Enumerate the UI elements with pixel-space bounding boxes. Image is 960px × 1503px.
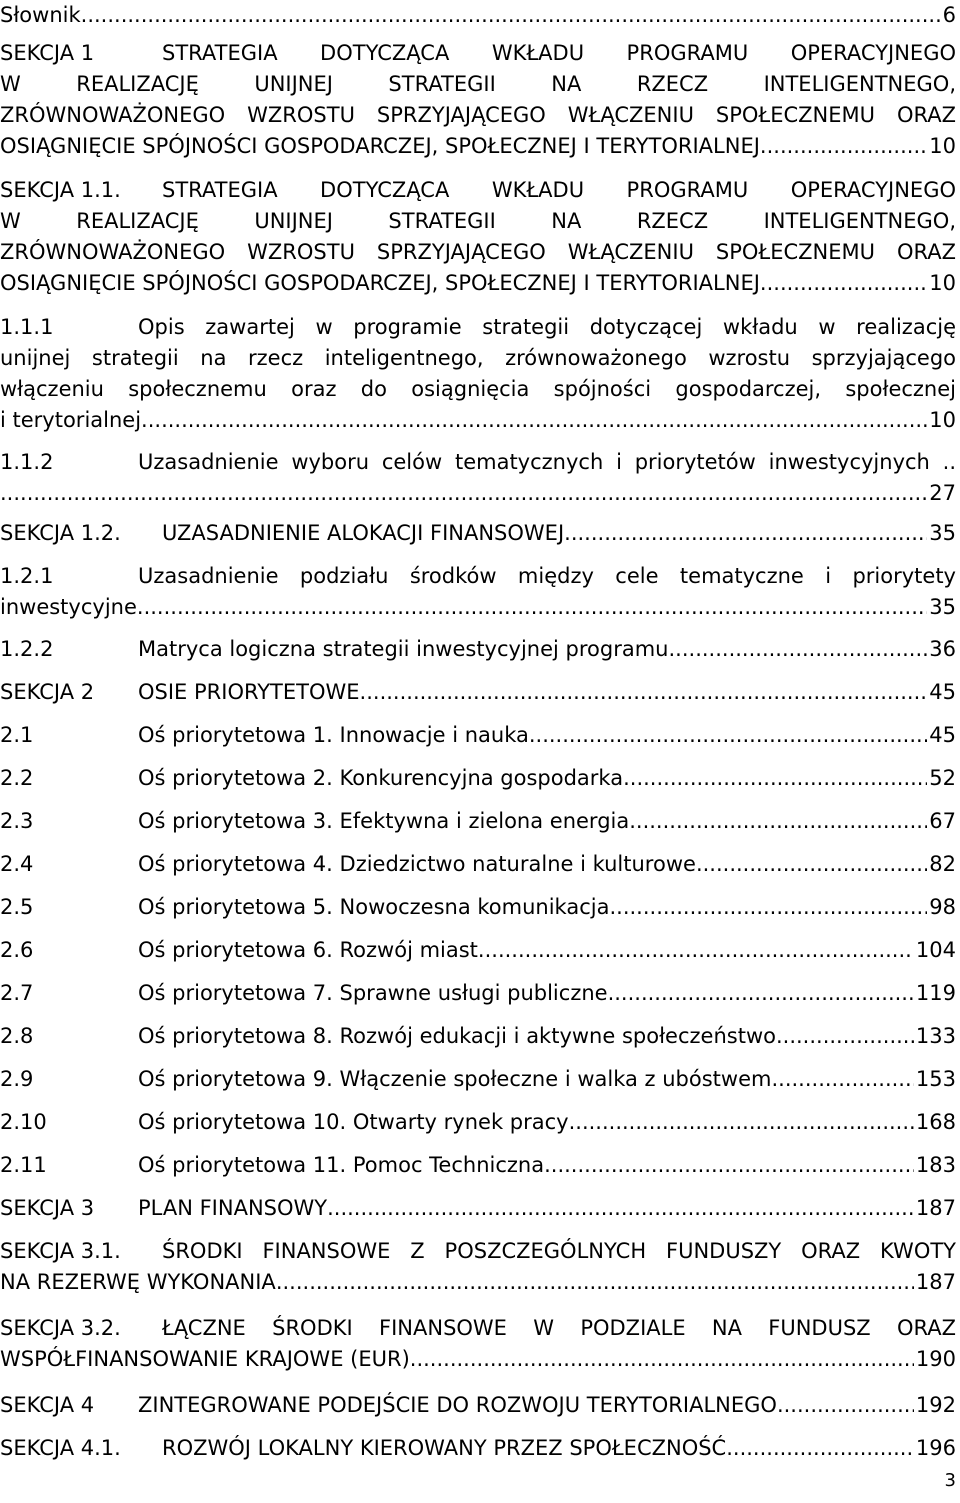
dot-leader: [0, 478, 927, 509]
toc-title-text: Oś priorytetowa 10. Otwarty rynek pracy: [138, 1110, 569, 1134]
toc-number: 2.4: [0, 852, 34, 876]
toc-number: 2.2: [0, 766, 34, 790]
toc-title-text: Oś priorytetowa 7. Sprawne usługi publiczne: [138, 981, 608, 1005]
toc-line: [0, 561, 956, 592]
toc-page-number: 98: [929, 895, 956, 919]
toc-page-number: 153: [915, 1067, 956, 1091]
toc-number: 2.1: [0, 723, 34, 747]
dot-leader: [478, 935, 914, 966]
toc-page-number: 183: [915, 1153, 956, 1177]
toc-title-text: Oś priorytetowa 5. Nowoczesna komunikacja: [138, 895, 610, 919]
toc-entry[interactable]: [0, 561, 956, 623]
toc-title-text: ŁĄCZNE ŚRODKI FINANSOWE W PODZIALE NA FUNDUSZ ORAZ: [162, 1316, 956, 1340]
toc-title-text: PLAN FINANSOWY: [138, 1196, 328, 1220]
toc-line: [0, 1313, 956, 1344]
dot-leader: [564, 518, 927, 549]
toc-entry[interactable]: [0, 1021, 956, 1052]
toc-line: [0, 592, 956, 623]
toc-entry[interactable]: [0, 1064, 956, 1095]
toc-title-text: UZASADNIENIE ALOKACJI FINANSOWEJ: [162, 521, 565, 545]
toc-number: 2.10: [0, 1110, 47, 1134]
toc-line: [0, 100, 956, 131]
toc-title-text: i terytorialnej.: [0, 408, 148, 432]
toc-line: [0, 1107, 956, 1138]
toc-page-number: 104: [915, 938, 956, 962]
toc-number: 2.9: [0, 1067, 34, 1091]
toc-page-number: 196: [915, 1436, 956, 1460]
toc-entry[interactable]: [0, 1107, 956, 1138]
toc-line: [0, 1064, 956, 1095]
toc-title-text: W REALIZACJĘ UNIJNEJ STRATEGII NA RZECZ INTELIGENTNEGO,: [0, 209, 956, 233]
toc-number: SEKCJA 1.2.: [0, 521, 121, 545]
toc-entry[interactable]: [0, 1236, 956, 1298]
toc-line: [0, 38, 956, 69]
dot-leader: [276, 1267, 914, 1298]
toc-line: [0, 69, 956, 100]
toc-line: [0, 405, 956, 436]
toc-number: 1.1.1: [0, 315, 54, 339]
toc-title-text: Uzasadnienie podziału środków między cele tematyczne i priorytety: [138, 564, 956, 588]
toc-page-number: 190: [915, 1347, 956, 1371]
dot-leader: [360, 677, 928, 708]
toc-line: [0, 1021, 956, 1052]
toc-line: [0, 720, 956, 751]
toc-title-text: Oś priorytetowa 1. Innowacje i nauka: [138, 723, 529, 747]
dot-leader: [148, 405, 928, 436]
toc-entry[interactable]: [0, 1150, 956, 1181]
toc-entry[interactable]: [0, 312, 956, 436]
toc-title-text: Oś priorytetowa 2. Konkurencyjna gospodarka: [138, 766, 624, 790]
dot-leader: [776, 1021, 914, 1052]
toc-line: [0, 1267, 956, 1298]
toc-line: [0, 634, 956, 665]
toc-entry[interactable]: [0, 175, 956, 299]
toc-page-number: 168: [915, 1110, 956, 1134]
toc-title-text: Słownik: [0, 3, 81, 27]
toc-title-text: ZRÓWNOWAŻONEGO WZROSTU SPRZYJAJĄCEGO WŁĄCZENIU SPOŁECZNEMU ORAZ: [0, 103, 956, 127]
toc-entry[interactable]: [0, 38, 956, 162]
toc-entry[interactable]: [0, 0, 956, 31]
dot-leader: [609, 892, 927, 923]
toc-line: [0, 849, 956, 880]
dot-leader: [81, 0, 941, 31]
toc-page-number: 67: [929, 809, 956, 833]
toc-line: [0, 312, 956, 343]
toc-page-number: 52: [929, 766, 956, 790]
toc-page-number: 10: [929, 271, 956, 295]
toc-title-text: NA REZERWĘ WYKONANIA: [0, 1270, 276, 1294]
toc-line: [0, 447, 956, 478]
toc-title-text: Oś priorytetowa 4. Dziedzictwo naturalne i kulturowe: [138, 852, 696, 876]
toc-line: [0, 1433, 956, 1464]
toc-title-text: Uzasadnienie wyboru celów tematycznych i priorytetów inwestycyjnych ..: [138, 450, 956, 474]
toc-number: 1.2.1: [0, 564, 54, 588]
toc-number: 1.1.2: [0, 450, 54, 474]
toc-title-text: inwestycyjne: [0, 595, 137, 619]
toc-title-text: STRATEGIA DOTYCZĄCA WKŁADU PROGRAMU OPERACYJNEGO: [162, 41, 956, 65]
toc-entry[interactable]: [0, 806, 956, 837]
toc-title-text: ROZWÓJ LOKALNY KIEROWANY PRZEZ SPOŁECZNOŚĆ: [162, 1436, 727, 1460]
dot-leader: [529, 720, 927, 751]
toc-line: [0, 237, 956, 268]
toc-title-text: ŚRODKI FINANSOWE Z POSZCZEGÓLNYCH FUNDUSZY ORAZ KWOTY: [162, 1239, 956, 1263]
toc-page-number: 10: [929, 408, 956, 432]
toc-line: [0, 268, 956, 299]
toc-title-text: Oś priorytetowa 8. Rozwój edukacji i aktywne społeczeństwo: [138, 1024, 776, 1048]
page-number: 3: [944, 1470, 956, 1491]
toc-title-text: Oś priorytetowa 11. Pomoc Techniczna: [138, 1153, 545, 1177]
toc-number: SEKCJA 3: [0, 1196, 95, 1220]
toc-line: [0, 343, 956, 374]
toc-entry[interactable]: [0, 1193, 956, 1224]
toc-title-text: OSIĄGNIĘCIE SPÓJNOŚCI GOSPODARCZEJ, SPOŁECZNEJ I TERYTORIALNEJ: [0, 271, 760, 295]
toc-entry[interactable]: [0, 892, 956, 923]
dot-leader: [410, 1344, 914, 1375]
toc-number: 2.6: [0, 938, 34, 962]
dot-leader: [669, 634, 928, 665]
toc-page-number: 45: [929, 723, 956, 747]
toc-title-text: OSIĄGNIĘCIE SPÓJNOŚCI GOSPODARCZEJ, SPOŁECZNEJ I TERYTORIALNEJ: [0, 134, 760, 158]
toc-line: [0, 1390, 956, 1421]
toc-page-number: 133: [915, 1024, 956, 1048]
toc-title-text: Oś priorytetowa 3. Efektywna i zielona energia: [138, 809, 630, 833]
toc-title-text: WSPÓŁFINANSOWANIE KRAJOWE (EUR): [0, 1347, 410, 1371]
toc-page-number: 82: [929, 852, 956, 876]
toc-number: 2.3: [0, 809, 34, 833]
toc-entry[interactable]: [0, 720, 956, 751]
toc-number: 2.7: [0, 981, 34, 1005]
toc-entry[interactable]: [0, 1390, 956, 1421]
dot-leader: [327, 1193, 914, 1224]
toc-page-number: 192: [915, 1393, 956, 1417]
toc-line: [0, 978, 956, 1009]
toc-line: [0, 478, 956, 509]
toc-entry[interactable]: [0, 677, 956, 708]
toc-page-number: 10: [929, 134, 956, 158]
toc-entry[interactable]: [0, 1313, 956, 1375]
toc-line: [0, 374, 956, 405]
dot-leader: [760, 131, 927, 162]
toc-line: [0, 677, 956, 708]
dot-leader: [608, 978, 914, 1009]
toc-title-text: ZRÓWNOWAŻONEGO WZROSTU SPRZYJAJĄCEGO WŁĄCZENIU SPOŁECZNEMU ORAZ: [0, 240, 956, 264]
toc-page-number: 35: [929, 595, 956, 619]
toc-line: [0, 1236, 956, 1267]
toc-number: SEKCJA 1.1.: [0, 178, 121, 202]
toc-page-number: 27: [929, 481, 956, 505]
toc-line: [0, 935, 956, 966]
dot-leader: [760, 268, 927, 299]
dot-leader: [623, 763, 927, 794]
dot-leader: [629, 806, 927, 837]
toc-page-number: 119: [915, 981, 956, 1005]
toc-entry[interactable]: [0, 447, 956, 509]
toc-line: [0, 1344, 956, 1375]
toc-line: [0, 206, 956, 237]
toc-page-number: 187: [915, 1270, 956, 1294]
toc-number: SEKCJA 3.1.: [0, 1239, 121, 1263]
toc-line: [0, 1150, 956, 1181]
toc-number: SEKCJA 4.1.: [0, 1436, 121, 1460]
toc-title-text: włączeniu społecznemu oraz do osiągnięcia spójności gospodarczej, społecznej: [0, 377, 956, 401]
toc-line: [0, 1193, 956, 1224]
dot-leader: [777, 1390, 914, 1421]
toc-page-number: 35: [929, 521, 956, 545]
toc-title-text: ZINTEGROWANE PODEJŚCIE DO ROZWOJU TERYTORIALNEGO: [138, 1393, 777, 1417]
toc-line: [0, 806, 956, 837]
toc-line: [0, 175, 956, 206]
toc-title-text: OSIE PRIORYTETOWE: [138, 680, 360, 704]
toc-number: SEKCJA 1: [0, 41, 95, 65]
dot-leader: [544, 1150, 914, 1181]
toc-line: [0, 131, 956, 162]
toc-title-text: Oś priorytetowa 9. Włączenie społeczne i walka z ubóstwem: [138, 1067, 772, 1091]
toc-page-number: 45: [929, 680, 956, 704]
toc-line: [0, 892, 956, 923]
toc-number: 1.2.2: [0, 637, 54, 661]
toc-line: [0, 0, 956, 31]
dot-leader: [137, 592, 927, 623]
toc-line: [0, 763, 956, 794]
toc-title-text: Matryca logiczna strategii inwestycyjnej programu: [138, 637, 669, 661]
toc-page-number: 36: [929, 637, 956, 661]
toc-number: SEKCJA 2: [0, 680, 95, 704]
toc-number: 2.5: [0, 895, 34, 919]
toc-title-text: unijnej strategii na rzecz inteligentnego, zrównoważonego wzrostu sprzyjającego: [0, 346, 956, 370]
dot-leader: [696, 849, 927, 880]
dot-leader: [726, 1433, 914, 1464]
toc-title-text: Opis zawartej w programie strategii dotyczącej wkładu w realizację: [138, 315, 956, 339]
toc-entry[interactable]: [0, 518, 956, 549]
dot-leader: [569, 1107, 914, 1138]
toc-entry[interactable]: [0, 634, 956, 665]
toc-line: [0, 518, 956, 549]
toc-page-number: 187: [915, 1196, 956, 1220]
toc-title-text: STRATEGIA DOTYCZĄCA WKŁADU PROGRAMU OPERACYJNEGO: [162, 178, 956, 202]
toc-entry[interactable]: [0, 849, 956, 880]
toc-entry[interactable]: [0, 763, 956, 794]
toc-title-text: Oś priorytetowa 6. Rozwój miast: [138, 938, 478, 962]
toc-page-number: 6: [942, 3, 956, 27]
toc-title-text: W REALIZACJĘ UNIJNEJ STRATEGII NA RZECZ INTELIGENTNEGO,: [0, 72, 956, 96]
toc-number: 2.11: [0, 1153, 47, 1177]
toc-entry[interactable]: [0, 935, 956, 966]
toc-entry[interactable]: [0, 978, 956, 1009]
toc-number: 2.8: [0, 1024, 34, 1048]
toc-entry[interactable]: [0, 1433, 956, 1464]
toc-number: SEKCJA 3.2.: [0, 1316, 121, 1340]
toc-number: SEKCJA 4: [0, 1393, 95, 1417]
dot-leader: [771, 1064, 913, 1095]
